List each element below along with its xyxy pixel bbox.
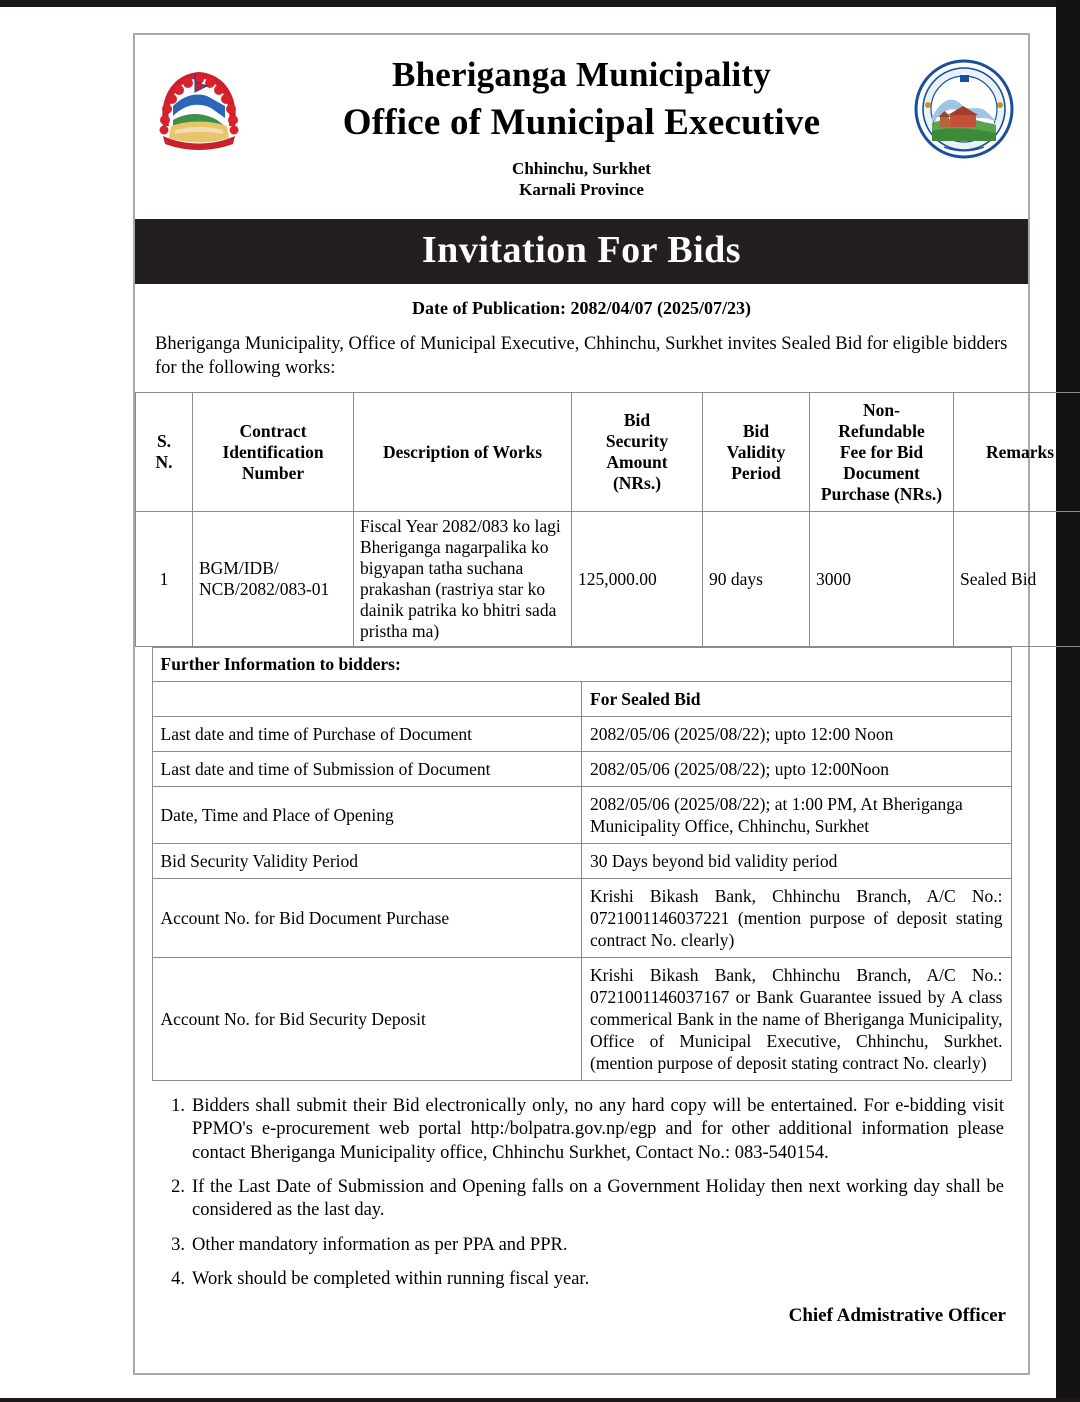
office-name: Office of Municipal Executive [342, 102, 821, 144]
col-header-description: Description of Works [354, 393, 572, 512]
organization-name: Bheriganga Municipality [392, 55, 771, 94]
scan-edge-right [1056, 0, 1080, 1402]
note-text: Other mandatory information as per PPA and PPR. [192, 1234, 568, 1255]
page-title-banner: Invitation For Bids [135, 219, 1028, 284]
address-block [135, 158, 1028, 202]
table-header-row [136, 393, 1080, 512]
signatory-title: Chief Admistrative Officer [788, 1305, 1006, 1327]
label-account-security-deposit: Account No. for Bid Security Deposit [152, 957, 582, 1080]
further-info-blank-header [152, 681, 582, 716]
scan-edge-bottom [0, 1398, 1080, 1402]
note-text: Bidders shall submit their Bid electronically only, no any hard copy will be entertained. For e-bidding visit PPMO's e-procurement web portal http:/bolpatra.gov.np/egp and for other additional information please contact Bheriganga Municipality office, Chhinchu Surkhet, Contact No.: 083-540154. [192, 1096, 1004, 1163]
note-number: 1. [171, 1096, 185, 1117]
further-info-row [152, 751, 1011, 786]
cell-description: Fiscal Year 2082/083 ko lagi Bheriganga nagarpalika ko bigyapan tatha suchana prakashan (rastriya star ko dainik patrika ko bhitri sada pristha ma) [354, 512, 572, 647]
further-info-row [152, 878, 1011, 957]
nepal-national-emblem-icon [149, 57, 249, 163]
note-text: If the Last Date of Submission and Opening falls on a Government Holiday then next working day shall be considered as the last day. [192, 1177, 1004, 1221]
col-header-sn: S. N. [136, 393, 193, 512]
note-number: 4. [171, 1268, 185, 1289]
further-info-row [152, 786, 1011, 843]
further-info-row [152, 957, 1011, 1080]
cell-contract-id: BGM/IDB/ NCB/2082/083-01 [193, 512, 354, 647]
value-account-security-deposit: Krishi Bikash Bank, Chhinchu Branch, A/C No.: 0721001146037167 or Bank Guarantee issued by A class commerical Bank in the name of Bheriganga Municipality, Office of Municipal Executive, Chhinchu, Surkhet. (mention purpose of deposit stating contract No. clearly) [582, 957, 1012, 1080]
further-info-title: Further Information to bidders: [152, 648, 1011, 681]
value-account-document-purchase: Krishi Bikash Bank, Chhinchu Branch, A/C No.: 0721001146037221 (mention purpose of deposit stating contract No. clearly) [582, 878, 1012, 957]
further-info-row [152, 716, 1011, 751]
notes-list [161, 1095, 1004, 1291]
publication-date: Date of Publication: 2082/04/07 (2025/07/23) [412, 298, 751, 319]
list-item [161, 1095, 1004, 1165]
further-info-row [152, 843, 1011, 878]
cell-remarks: Sealed Bid [954, 512, 1080, 647]
intro-paragraph: Bheriganga Municipality, Office of Municipal Executive, Chhinchu, Surkhet invites Sealed Bid for eligible bidders for the following works: [155, 334, 1008, 378]
value-submission-deadline: 2082/05/06 (2025/08/22); upto 12:00Noon [582, 751, 1012, 786]
further-info-column-header: For Sealed Bid [582, 681, 1012, 716]
list-item [161, 1176, 1004, 1223]
notice-page [133, 33, 1055, 1375]
bid-works-table [135, 392, 1080, 647]
label-purchase-deadline: Last date and time of Purchase of Document [152, 716, 582, 751]
document-header [135, 35, 1028, 205]
address-line-1: Chhinchu, Surkhet [512, 158, 651, 178]
label-opening-details: Date, Time and Place of Opening [152, 786, 582, 843]
value-opening-details: 2082/05/06 (2025/08/22); at 1:00 PM, At Bheriganga Municipality Office, Chhinchu, Surkhet [582, 786, 1012, 843]
col-header-bid-validity: Bid Validity Period [703, 393, 810, 512]
note-number: 3. [171, 1234, 185, 1255]
col-header-nonrefundable-fee: Non- Refundable Fee for Bid Document Purchase (NRs.) [810, 393, 954, 512]
label-submission-deadline: Last date and time of Submission of Document [152, 751, 582, 786]
value-purchase-deadline: 2082/05/06 (2025/08/22); upto 12:00 Noon [582, 716, 1012, 751]
note-text: Work should be completed within running fiscal year. [192, 1268, 590, 1289]
cell-bid-validity-period: 90 days [703, 512, 810, 647]
further-information-table [152, 647, 1012, 1081]
col-header-remarks: Remarks [954, 393, 1080, 512]
value-bid-security-validity: 30 Days beyond bid validity period [582, 843, 1012, 878]
label-bid-security-validity: Bid Security Validity Period [152, 843, 582, 878]
cell-nonrefundable-fee: 3000 [810, 512, 954, 647]
col-header-bid-security: Bid Security Amount (NRs.) [572, 393, 703, 512]
bheriganga-municipality-seal-icon [914, 59, 1014, 159]
address-line-2: Karnali Province [519, 180, 644, 200]
col-header-contract-id: Contract Identification Number [193, 393, 354, 512]
list-item [161, 1268, 1004, 1291]
further-info-header-row [152, 681, 1011, 716]
list-item [161, 1234, 1004, 1257]
table-row [136, 512, 1080, 647]
note-number: 2. [171, 1177, 185, 1198]
further-info-title-row [152, 648, 1011, 681]
cell-bid-security-amount: 125,000.00 [572, 512, 703, 647]
label-account-document-purchase: Account No. for Bid Document Purchase [152, 878, 582, 957]
cell-sn: 1 [136, 512, 193, 647]
scan-edge-top [0, 0, 1080, 7]
